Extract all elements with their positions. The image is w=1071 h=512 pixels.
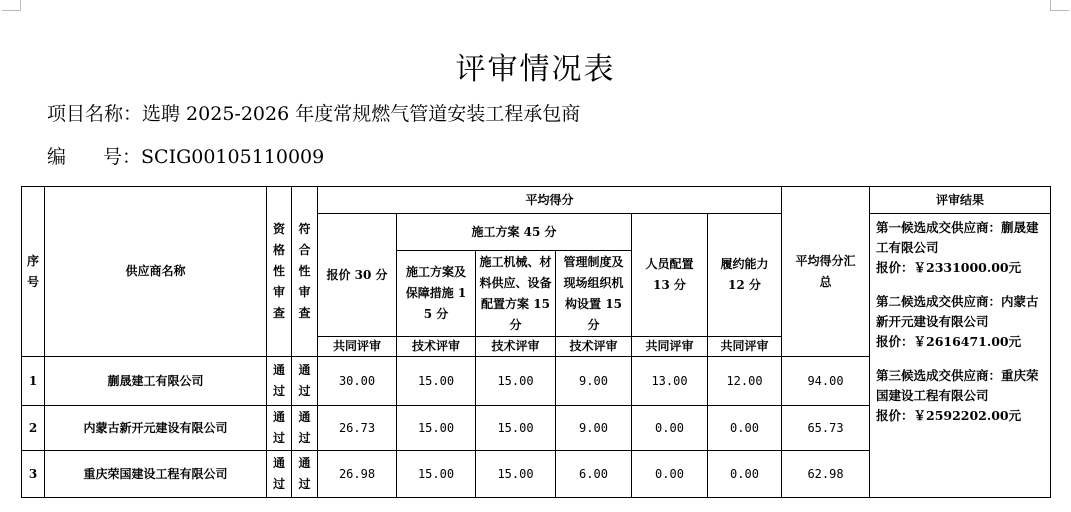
header-plan-b: 施工机械、材料供应、设备配置方案 15 分 [476,251,556,337]
row-plan-b-score: 15.00 [476,451,556,498]
row-seq: 3 [22,451,45,498]
page-corner-mark-left [2,0,21,11]
row-plan-a-score: 15.00 [397,451,476,498]
result-second-candidate: 第二候选成交供应商：内蒙古新开元建设有限公司 [876,294,1039,329]
header-seq: 序号 [22,187,45,357]
project-number-label-b: 号： [103,146,142,168]
review-type-plan-c: 技术评审 [556,337,632,357]
row-seq: 2 [22,406,45,451]
header-performance: 履约能力 12 分 [708,214,782,337]
result-first-quote: 报价：￥2331000.00元 [876,260,1022,275]
header-price: 报价 30 分 [318,214,397,337]
review-type-plan-b: 技术评审 [476,337,556,357]
header-supplier: 供应商名称 [45,187,267,357]
project-name-value: 选聘 2025-2026 年度常规燃气管道安装工程承包商 [142,103,581,125]
row-staff-score: 0.00 [632,451,708,498]
review-table [21,186,1051,498]
result-first-candidate: 第一候选成交供应商：蒯晟建工有限公司 [876,220,1039,255]
project-name-line [47,100,580,128]
header-qualification: 资格性审查 [267,187,292,357]
row-performance-score: 0.00 [708,406,782,451]
result-third-quote: 报价：￥2592202.00元 [876,408,1022,423]
row-supplier-name: 内蒙古新开元建设有限公司 [45,406,267,451]
review-type-price: 共同评审 [318,337,397,357]
header-staff: 人员配置 13 分 [632,214,708,337]
row-plan-c-score: 9.00 [556,357,632,406]
row-total-score: 62.98 [782,451,870,498]
row-qualification: 通过 [267,406,292,451]
row-seq: 1 [22,357,45,406]
row-plan-b-score: 15.00 [476,357,556,406]
header-plan-group: 施工方案 45 分 [397,214,632,251]
row-staff-score: 13.00 [632,357,708,406]
project-number-value: SCIG00105110009 [141,146,325,168]
row-plan-c-score: 6.00 [556,451,632,498]
project-number-line [47,143,324,171]
document-title: 评审情况表 [455,52,616,87]
row-plan-b-score: 15.00 [476,406,556,451]
row-supplier-name: 重庆荣国建设工程有限公司 [45,451,267,498]
result-second-quote: 报价：￥2616471.00元 [876,334,1022,349]
header-plan-a: 施工方案及保障措施 15 分 [397,251,476,337]
header-compliance: 符合性审查 [292,187,318,357]
review-type-staff: 共同评审 [632,337,708,357]
review-type-performance: 共同评审 [708,337,782,357]
header-result: 评审结果 [870,187,1051,214]
header-total: 平均得分汇总 [782,187,870,357]
page-corner-mark-right [1050,0,1069,11]
row-qualification: 通过 [267,451,292,498]
row-price-score: 26.73 [318,406,397,451]
row-compliance: 通过 [292,451,318,498]
header-plan-c: 管理制度及现场组织机构设置 15 分 [556,251,632,337]
row-plan-c-score: 9.00 [556,406,632,451]
row-plan-a-score: 15.00 [397,357,476,406]
row-total-score: 65.73 [782,406,870,451]
row-compliance: 通过 [292,406,318,451]
result-third-candidate: 第三候选成交供应商：重庆荣国建设工程有限公司 [876,368,1039,403]
row-performance-score: 0.00 [708,451,782,498]
row-supplier-name: 蒯晟建工有限公司 [45,357,267,406]
row-price-score: 26.98 [318,451,397,498]
review-type-plan-a: 技术评审 [397,337,476,357]
project-number-label-a: 编 [47,146,67,168]
row-qualification: 通过 [267,357,292,406]
header-average-group: 平均得分 [318,187,782,214]
row-staff-score: 0.00 [632,406,708,451]
review-result-cell [870,214,1051,498]
row-plan-a-score: 15.00 [397,406,476,451]
row-total-score: 94.00 [782,357,870,406]
row-price-score: 30.00 [318,357,397,406]
row-performance-score: 12.00 [708,357,782,406]
row-compliance: 通过 [292,357,318,406]
project-name-label: 项目名称： [47,103,143,125]
